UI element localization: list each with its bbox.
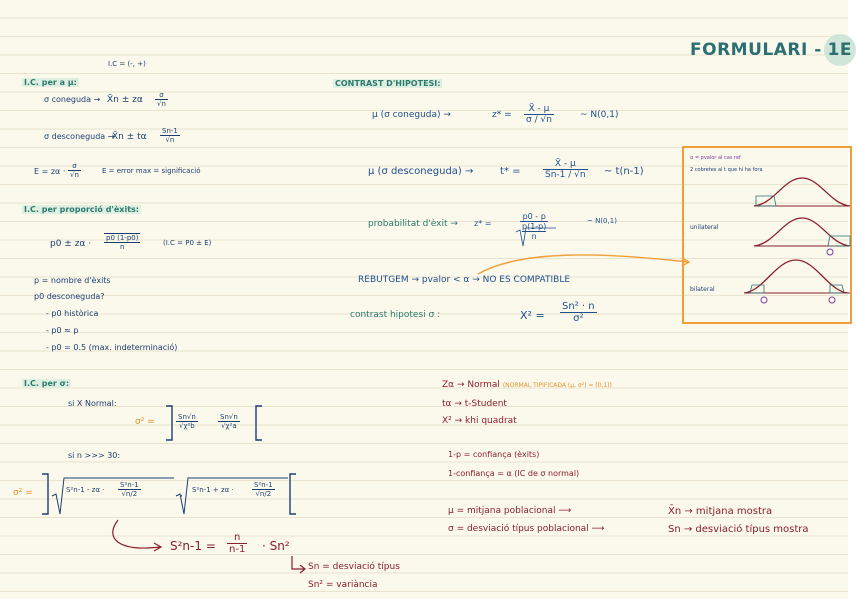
panel-bilateral: bilateral	[690, 286, 715, 293]
sigma-known-formula: X̄n ± zα	[107, 95, 143, 105]
title-badge: 1E	[824, 34, 856, 66]
confidence-definition-2: 1-confiança = α (IC de σ normal)	[448, 469, 580, 478]
prop-formula: p0 ± zα ·	[50, 239, 92, 249]
error-formula: E = zα ·	[34, 167, 66, 176]
prob-z: z* =	[474, 219, 492, 228]
p-definition: p = nombre d'èxits	[34, 276, 111, 285]
svg-text:,: ,	[180, 489, 183, 499]
mu-known-z: z* =	[492, 110, 512, 120]
large-n-label: si n >>> 30:	[68, 451, 121, 460]
title-text: FORMULARI -	[690, 40, 822, 60]
p0-option-1: - p0 històrica	[46, 309, 99, 318]
mu-known-fraction: $\frac{X̄ - \mu}{\sigma / √n}$	[526, 104, 552, 125]
chi-fraction: $\frac{\text{Sn² · n}}{\text{σ²}}$	[562, 301, 595, 324]
t-definition: tα → t-Student	[442, 399, 507, 409]
panel-note-2: 2 cobretes al t que hi ha fora	[690, 167, 763, 173]
mu-definition: μ = mitjana poblacional ⟶	[448, 506, 572, 516]
sn2-definition: Sn² = variància	[308, 580, 378, 590]
sigma-unknown-label: σ desconeguda →	[44, 132, 115, 141]
s2-formula-rhs: · Sn²	[262, 539, 290, 553]
mu-unknown-dist: ~ t(n-1)	[604, 166, 644, 177]
large-sigma2-label: σ² =	[13, 488, 33, 498]
p0-unknown: p0 desconeguda?	[34, 292, 105, 301]
mu-known-dist: ~ N(0,1)	[580, 110, 619, 120]
ic-prop-heading: I.C. per proporció d'èxits:	[24, 205, 139, 214]
ic-sigma-heading: I.C. per σ:	[24, 379, 70, 388]
reject-line: REBUTGEM → pvalor < α → NO ES COMPATIBLE	[358, 275, 571, 285]
prob-fraction: p0 - p p(1-p) n	[522, 212, 547, 241]
panel-note-1: α = pvalor al cas ref	[690, 155, 741, 161]
normal-fraction-1: $\frac{Sn√n}{\text{√χ²b}}$	[178, 413, 196, 430]
sigma-definition: σ = desviació típus poblacional ⟶	[448, 524, 605, 534]
mu-sample: X̄n → mitjana mostra	[668, 506, 773, 517]
large-b-pre: S²n-1 + zα ·	[192, 486, 234, 494]
sigma-known-fraction: $\frac{\sigma}{√n}$	[157, 91, 166, 108]
panel-unilateral: unilateral	[690, 224, 719, 231]
mu-known-label: μ (σ coneguda) →	[372, 110, 451, 120]
p0-option-3: - p0 = 0.5 (max. indeterminació)	[46, 343, 178, 352]
sn-definition: Sn = desviació típus	[308, 562, 400, 572]
confidence-definition-1: 1-p = confiança (èxits)	[448, 450, 540, 459]
ic-mean-heading: I.C. per a μ:	[24, 78, 77, 87]
sigma-unknown-fraction: $\frac{Sn-1}{√n}$	[162, 127, 178, 144]
contrast-heading: CONTRAST D'HIPOTESI:	[335, 79, 441, 88]
sigma2-label: σ² =	[135, 417, 155, 427]
p0-option-2: - p0 ≈ p	[46, 326, 79, 335]
prob-label: probabilitat d'èxit →	[368, 219, 458, 229]
chi-definition: X² → khi quadrat	[442, 416, 517, 426]
large-a-fraction: $\frac{\text{S²n-1}}{√n/2}$	[120, 481, 139, 498]
prob-dist: ~ N(0,1)	[587, 217, 617, 225]
prop-note: (I.C = P0 ± E)	[163, 239, 212, 247]
z-definition: Zα → Normal (NORMAL TIPIFICADA (μ, σ²) = (0,1))	[442, 380, 612, 390]
sigma-known-label: σ coneguda →	[44, 95, 101, 104]
large-b-fraction: $\frac{\text{S²n-1}}{√n/2}$	[254, 481, 273, 498]
normal-case-label: si X Normal:	[68, 399, 117, 408]
sigma-sample: Sn → desviació típus mostra	[668, 524, 809, 535]
contrast-sigma-label: contrast hipotesi σ :	[350, 310, 441, 320]
chi-lhs: X² =	[520, 309, 545, 322]
ic-range: I.C = (-, +)	[108, 60, 146, 68]
s2-formula-lhs: S²n-1 =	[170, 539, 216, 553]
normal-fraction-2: $\frac{Sn√n}{\text{√χ²a}}$	[220, 413, 238, 430]
s2-formula-fraction: $\frac{n}{n-1}$	[229, 532, 246, 555]
mu-unknown-label: μ (σ desconeguda) →	[368, 166, 474, 177]
error-note: E = error max = significació	[102, 167, 201, 175]
large-a-pre: S²n-1 - zα ·	[66, 486, 105, 494]
mu-unknown-fraction: $\frac{X̄ - \mu}{Sn-1 / √n}$	[545, 159, 586, 180]
sigma-unknown-formula: X̄n ± tα	[112, 132, 147, 142]
mu-unknown-t: t* =	[500, 166, 521, 177]
error-fraction: $\frac{\sigma}{√n}$	[70, 162, 79, 179]
prop-fraction: $\frac{p0 (1-p0)}{n}$	[106, 234, 139, 251]
